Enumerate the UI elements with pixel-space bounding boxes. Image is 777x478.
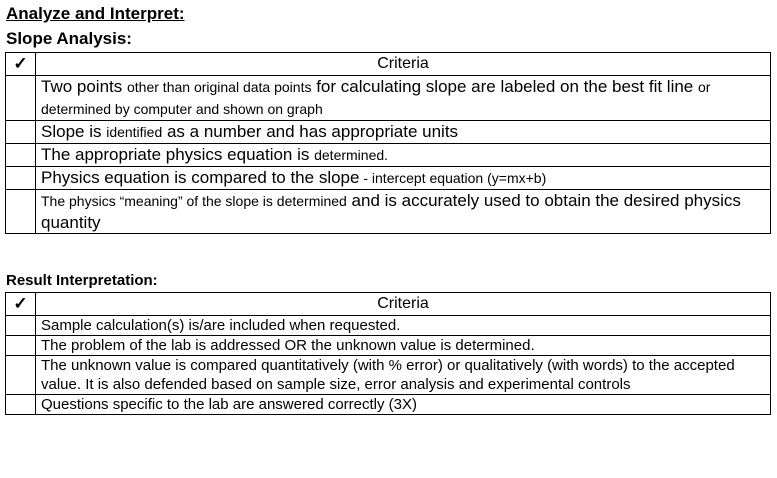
table-row xyxy=(6,76,771,121)
slope-rubric-table xyxy=(5,52,771,234)
check-box-cell[interactable] xyxy=(6,144,36,167)
check-box-cell[interactable] xyxy=(6,167,36,190)
check-box-cell[interactable] xyxy=(6,356,36,395)
criterion-text: The problem of the lab is addressed OR the unknown value is determined. xyxy=(36,336,771,356)
criterion-text: Two points other than original data points for calculating slope are labeled on the best fit line or determined by computer and shown on graph xyxy=(36,76,771,121)
result-interpretation-heading: Result Interpretation: xyxy=(6,272,158,289)
analyze-heading: Analyze and Interpret: xyxy=(6,4,185,23)
criterion-text: Sample calculation(s) is/are included when requested. xyxy=(36,316,771,336)
check-box-cell[interactable] xyxy=(6,76,36,121)
check-box-cell[interactable] xyxy=(6,395,36,415)
slope-analysis-heading: Slope Analysis: xyxy=(6,29,132,48)
check-box-cell[interactable] xyxy=(6,190,36,234)
criterion-text: Slope is identified as a number and has appropriate units xyxy=(36,121,771,144)
table-row xyxy=(6,395,771,415)
table-header-row xyxy=(6,53,771,76)
table-row xyxy=(6,356,771,395)
criteria-header: Criteria xyxy=(36,293,771,316)
table-row xyxy=(6,316,771,336)
checkmark-icon: ✓ xyxy=(6,293,36,316)
table-row xyxy=(6,336,771,356)
check-box-cell[interactable] xyxy=(6,316,36,336)
table-row xyxy=(6,121,771,144)
table-header-row xyxy=(6,293,771,316)
criterion-text: Physics equation is compared to the slope - intercept equation (y=mx+b) xyxy=(36,167,771,190)
criterion-text: The unknown value is compared quantitatively (with % error) or qualitatively (with words) to the accepted value. It is also defended based on sample size, error analysis and experimental controls xyxy=(36,356,771,395)
criterion-text: The physics “meaning” of the slope is determined and is accurately used to obtain the desired physics quantity xyxy=(36,190,771,234)
check-box-cell[interactable] xyxy=(6,336,36,356)
result-rubric-table xyxy=(5,292,771,415)
checkmark-icon: ✓ xyxy=(6,53,36,76)
table-row xyxy=(6,167,771,190)
check-box-cell[interactable] xyxy=(6,121,36,144)
criterion-text: Questions specific to the lab are answered correctly (3X) xyxy=(36,395,771,415)
criterion-text: The appropriate physics equation is determined. xyxy=(36,144,771,167)
table-row xyxy=(6,190,771,234)
criteria-header: Criteria xyxy=(36,53,771,76)
table-row xyxy=(6,144,771,167)
